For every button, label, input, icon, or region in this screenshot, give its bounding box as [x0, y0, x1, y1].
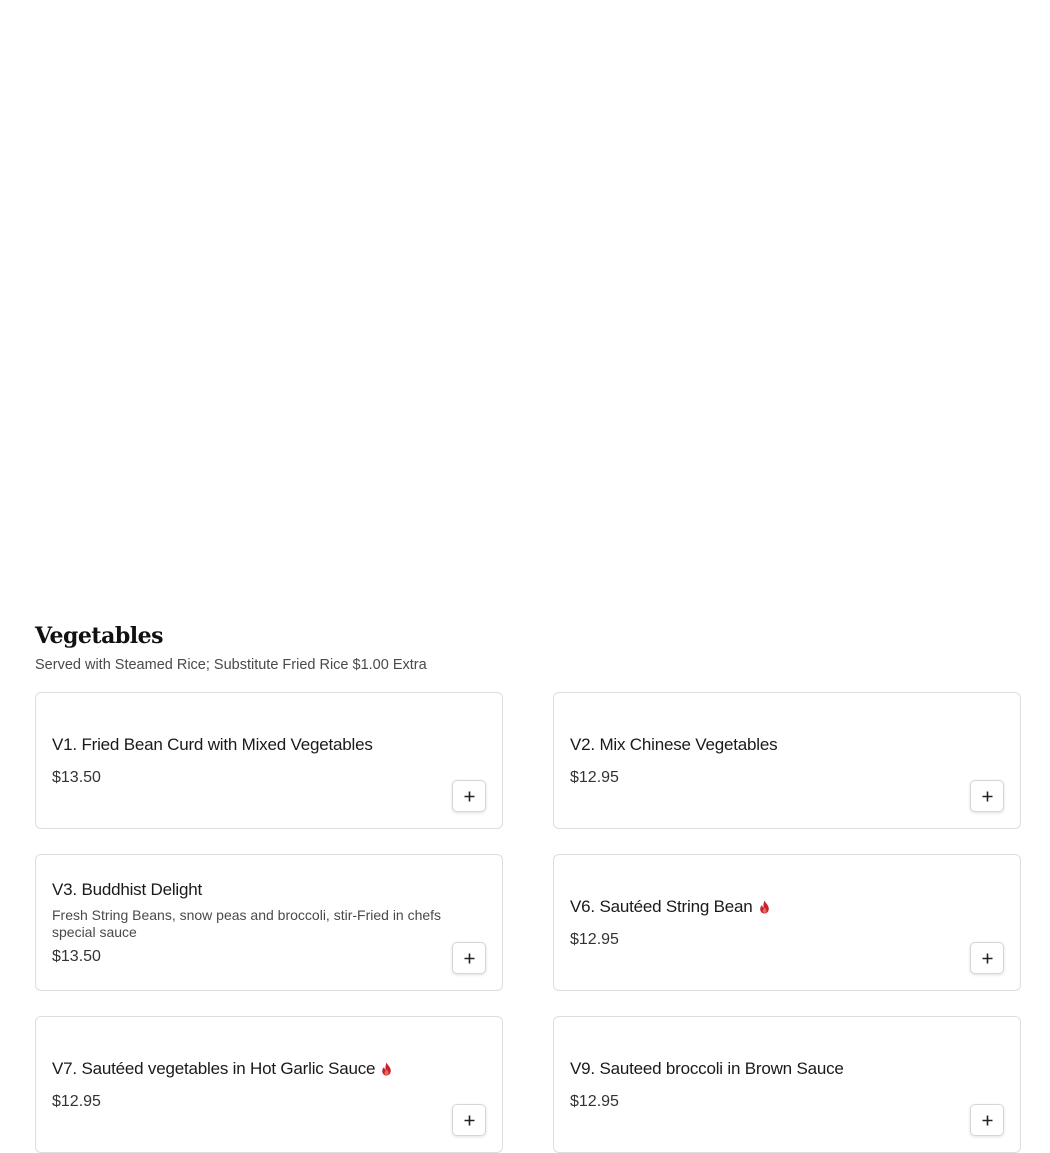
- menu-item-body: [570, 693, 960, 828]
- menu-item-name-row: [52, 734, 442, 756]
- menu-item-price: $12.95: [570, 1092, 619, 1110]
- plus-icon: [982, 953, 993, 964]
- menu-item-price: $12.95: [570, 930, 619, 948]
- menu-item-card[interactable]: [553, 692, 1021, 829]
- add-to-cart-button[interactable]: [452, 942, 486, 974]
- menu-item-name-row: [570, 1058, 960, 1080]
- menu-item-body: [52, 855, 442, 990]
- add-to-cart-button[interactable]: [452, 1104, 486, 1136]
- menu-item-price: $12.95: [570, 768, 619, 786]
- menu-item-body: [52, 1017, 442, 1152]
- section-title: Vegetables: [35, 623, 163, 649]
- menu-item-name: V6. Sautéed String Bean: [570, 896, 753, 916]
- menu-item-name-row: [52, 879, 442, 901]
- plus-icon: [982, 1115, 993, 1126]
- flame-icon: [759, 900, 770, 914]
- plus-icon: [464, 791, 475, 802]
- menu-item-price: $12.95: [52, 1092, 101, 1110]
- menu-item-name: V3. Buddhist Delight: [52, 879, 203, 899]
- menu-item-name-row: [570, 734, 960, 756]
- menu-items-grid: [35, 692, 1021, 1153]
- add-to-cart-button[interactable]: [452, 780, 486, 812]
- menu-item-price: $13.50: [52, 947, 101, 965]
- add-to-cart-button[interactable]: [970, 780, 1004, 812]
- plus-icon: [464, 953, 475, 964]
- menu-item-card[interactable]: [35, 692, 503, 829]
- menu-item-name: V2. Mix Chinese Vegetables: [570, 734, 778, 754]
- menu-item-description: Fresh String Beans, snow peas and broccoli, stir-Fried in chefs special sauce: [52, 906, 442, 940]
- menu-item-name: V1. Fried Bean Curd with Mixed Vegetables: [52, 734, 373, 754]
- menu-item-card[interactable]: [35, 854, 503, 991]
- menu-item-name-row: [570, 896, 960, 918]
- menu-item-card[interactable]: [553, 1016, 1021, 1153]
- add-to-cart-button[interactable]: [970, 942, 1004, 974]
- menu-item-body: [570, 1017, 960, 1152]
- menu-item-card[interactable]: [35, 1016, 503, 1153]
- menu-item-body: [52, 693, 442, 828]
- menu-item-name: V7. Sautéed vegetables in Hot Garlic Sauce: [52, 1058, 376, 1078]
- flame-icon: [381, 1062, 392, 1076]
- menu-item-body: [570, 855, 960, 990]
- section-subtitle: Served with Steamed Rice; Substitute Fried Rice $1.00 Extra: [35, 657, 427, 673]
- menu-item-name: V9. Sauteed broccoli in Brown Sauce: [570, 1058, 844, 1078]
- menu-item-price: $13.50: [52, 768, 101, 786]
- plus-icon: [464, 1115, 475, 1126]
- plus-icon: [982, 791, 993, 802]
- menu-section-header: [35, 622, 1021, 674]
- menu-item-name-row: [52, 1058, 442, 1080]
- add-to-cart-button[interactable]: [970, 1104, 1004, 1136]
- menu-item-card[interactable]: [553, 854, 1021, 991]
